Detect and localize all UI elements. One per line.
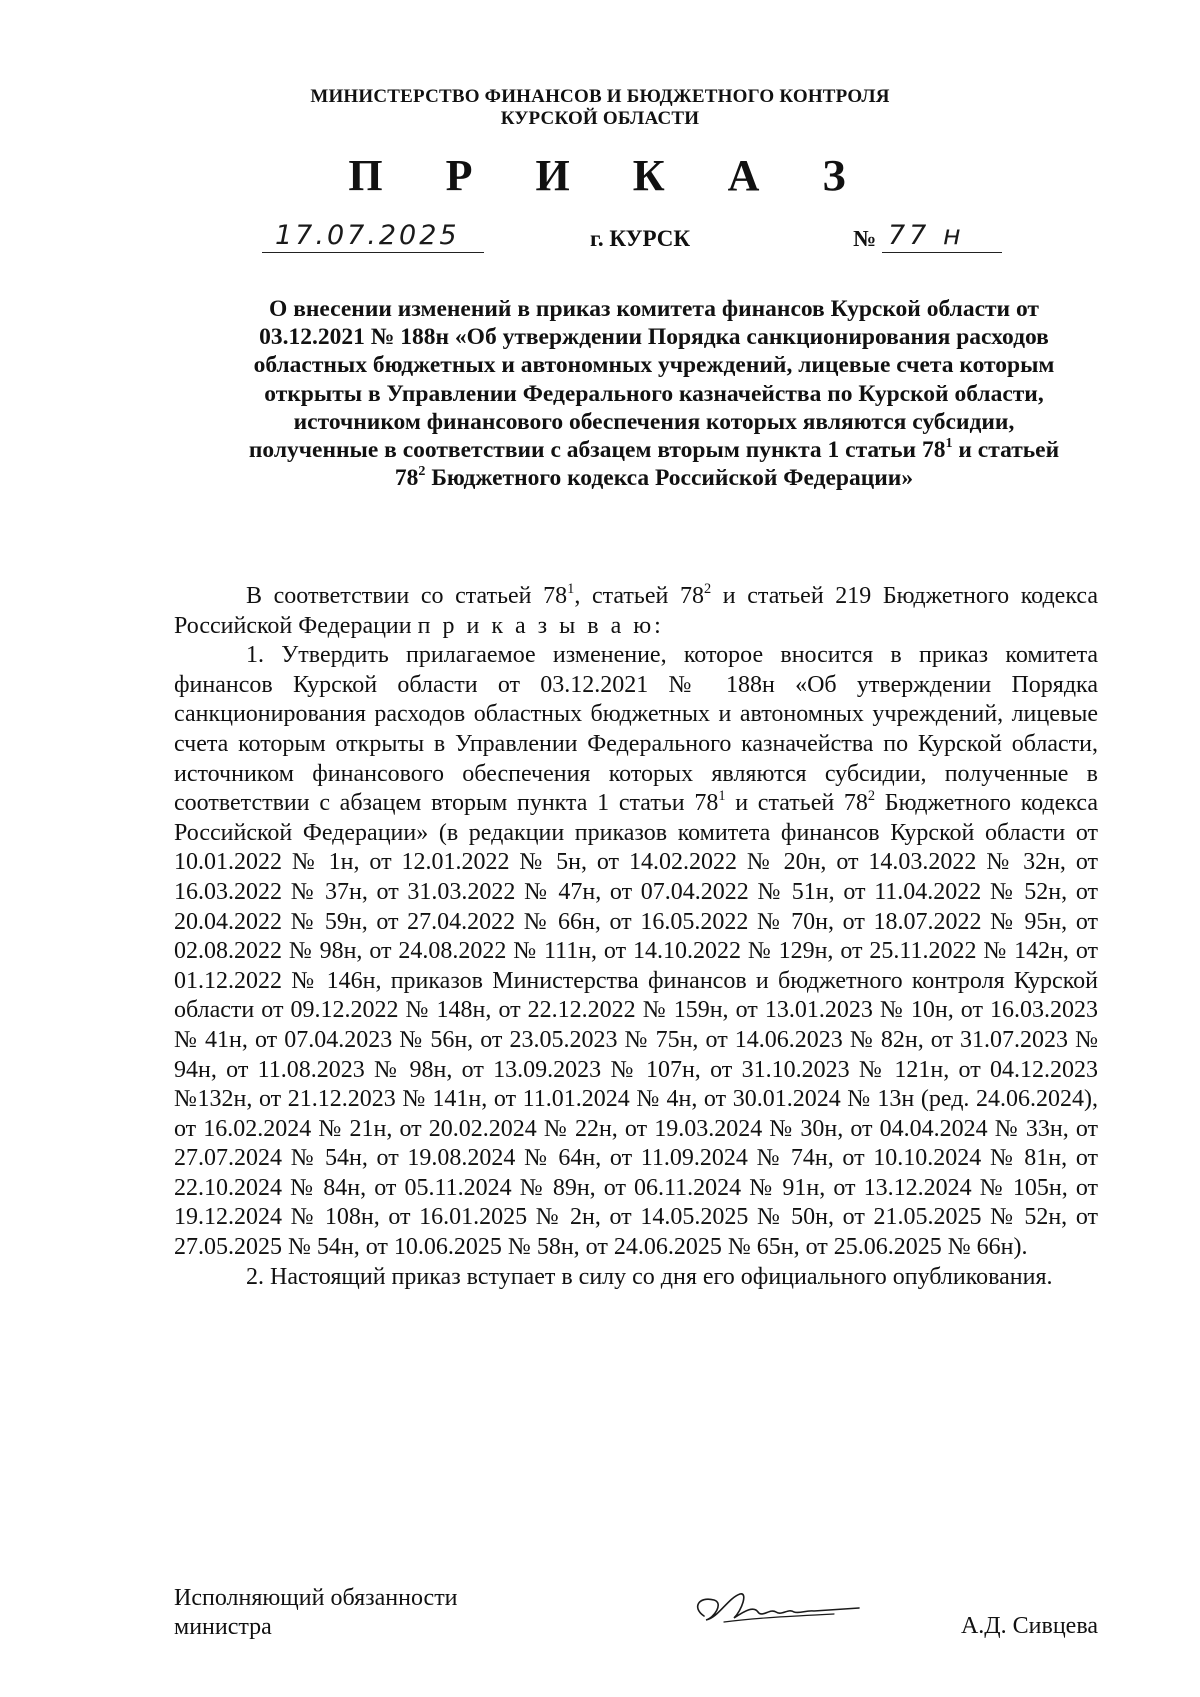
item-1-text-b: и статьей 78 [725, 790, 868, 817]
intro-text-a: В соответствии со статьей 78 [246, 583, 568, 609]
document-type-title: П Р И К А З [348, 151, 872, 200]
intro-text-b: , статьей 78 [574, 583, 704, 609]
document-number: 77 н [888, 220, 965, 251]
item-1-text-c: Бюджетного кодекса Российской Федерации» (в редакции приказов комитета финансов Курской области от 10.01.2022 № 1н, от 12.01.2022 № 5н, от 14.02.2022 № 20н, от 14.03.2022 № 32н, от 16.03.2022 № 37н, от 31.03.2022 № 47н, от 07.04.2022 № 51н, от 11.04.2022 № 52н, от 20.04.2022 № 59н, от 27.04.2022 № 66н, от 16.05.2022 № 70н, от 18.07.2022 № 95н, от 02.08.2022 № 98н, от 24.08.2022 № 111н, от 14.10.2022 № 129н, от 25.11.2022 № 142н, от 01.12.2022 № 146н, приказов Министерства финансов и бюджетного контроля Курской области от 09.12.2022 № 148н, от 22.12.2022 № 159н, от 13.01.2023 № 10н, от 16.03.2023 № 41н, от 07.04.2023 № 56н, от 23.05.2023 № 75н, от 14.06.2023 № 82н, от 31.07.2023 № 94н, от 11.08.2023 № 98н, от 13.09.2023 № 107н, от 31.10.2023 № 121н, от 04.12.2023 №132н, от 21.12.2023 № 141н, от 11.01.2024 № 4н, от 30.01.2024 № 13н (ред. 24.06.2024), от 16.02.2024 № 21н, от 20.02.2024 № 22н, от 19.03.2024 № 30н, от 04.04.2024 № 33н, от 27.07.2024 № 54н, от 19.08.2024 № 64н, от 11.09.2024 № 74н, от 10.10.2024 № 81н, от 22.10.2024 № 84н, от 05.11.2024 № 89н, от 06.11.2024 № 91н, от 13.12.2024 № 105н, от 19.12.2024 № 108н, от 16.01.2025 № 2н, от 14.05.2025 № 50н, от 21.05.2025 № 52н, от 27.05.2025 № 54н, от 10.06.2025 № 58н, от 24.06.2025 № 65н, от 25.06.2025 № 66н). [174, 790, 1098, 1261]
subject-superscript-1: 1 [945, 434, 953, 451]
item-1-superscript-1: 1 [718, 787, 726, 804]
intro-text-c: и статьей 219 Бюджетного кодекса Российской Федерации [174, 583, 1098, 639]
item-2-paragraph: 2. Настоящий приказ вступает в силу со дня его официального опубликования. [246, 1263, 1053, 1290]
ministry-name-line2: КУРСКОЙ ОБЛАСТИ [500, 108, 700, 129]
signatory-title-line1: Исполняющий обязанности [174, 1585, 458, 1611]
signatory-title-line2: министра [174, 1614, 272, 1640]
handwritten-signature [684, 1578, 864, 1638]
intro-spaced-word: п р и к а з ы в а ю [417, 612, 655, 639]
subject-text-part3: Бюджетного кодекса Российской Федерации» [425, 465, 914, 492]
ministry-name-line1: МИНИСТЕРСТВО ФИНАНСОВ И БЮДЖЕТНОГО КОНТРОЛЯ [310, 86, 890, 107]
ministry-header [0, 86, 1200, 130]
subject-text-part2: и статьей 78 [394, 437, 1060, 492]
intro-text-end: : [654, 612, 661, 639]
document-city: г. КУРСК [590, 226, 691, 251]
document-meta-row [0, 220, 1200, 270]
intro-superscript-2: 2 [703, 580, 712, 597]
number-underline [882, 252, 1002, 253]
signatory-name: А.Д. Сивцева [960, 1613, 1098, 1639]
signature-block [174, 1584, 1098, 1664]
document-body [174, 582, 1098, 1292]
document-subject [236, 295, 1072, 492]
subject-superscript-2: 2 [418, 462, 426, 479]
item-1-superscript-2: 2 [867, 787, 876, 804]
intro-paragraph [174, 582, 1098, 641]
signatory-title [174, 1584, 458, 1642]
intro-superscript-1: 1 [567, 580, 575, 597]
item-1-paragraph [174, 641, 1098, 1262]
item-1-text-a: 1. Утвердить прилагаемое изменение, которое вносится в приказ комитета финансов Курской области от 03.12.2021 № 188н «Об утверждении Порядка санкционирования расходов областных бюджетных и автономных учреждений, лицевые счета которым открыты в Управлении Федерального казначейства по Курской области, источником финансового обеспечения которых являются субсидии, полученные в соответствии с абзацем вторым пункта 1 статьи 78 [174, 642, 1098, 817]
document-date: 17.07.2025 [275, 220, 460, 251]
subject-text-part1: О внесении изменений в приказ комитета финансов Курской области от 03.12.2021 № 188н «Об утверждении Порядка санкционирования расходов областных бюджетных и автономных учреждений, лицевые счета которым открыты в Управлении Федерального казначейства по Курской области, источником финансового обеспечения которых являются субсидии, полученные в соответствии с абзацем вторым пункта 1 статьи 78 [248, 296, 1055, 464]
number-sign: № [853, 226, 877, 251]
date-underline [262, 252, 484, 253]
